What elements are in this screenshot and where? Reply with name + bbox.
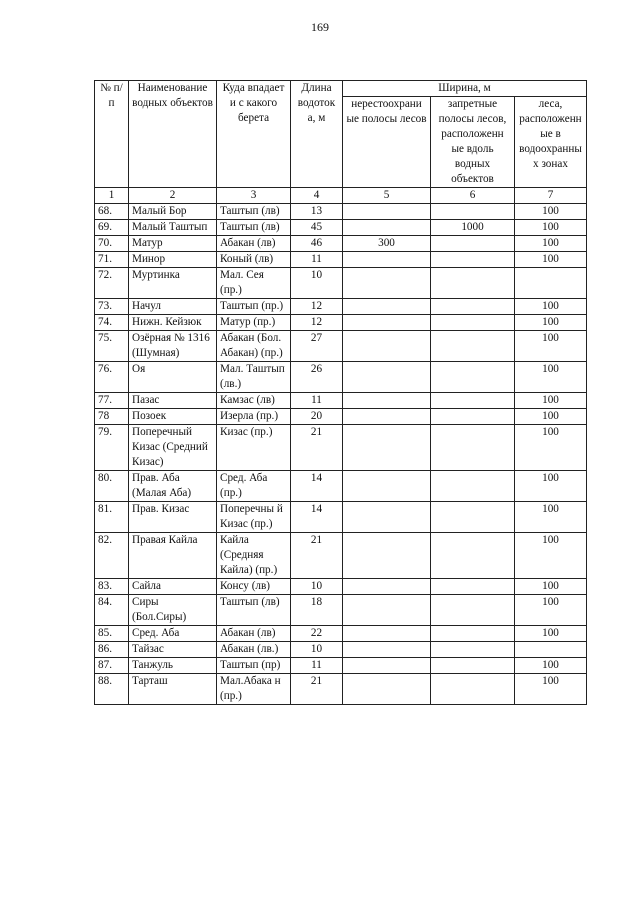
col-number: 1 <box>95 188 129 204</box>
header-width-forbidden: запретные полосы лесов, расположенн ые вдоль водных объектов <box>431 97 515 188</box>
length-value: 14 <box>291 502 343 533</box>
row-number: 68. <box>95 204 129 220</box>
width-water-protection-value: 100 <box>515 315 587 331</box>
width-forbidden-value <box>431 299 515 315</box>
length-value: 21 <box>291 674 343 705</box>
page-number: 169 <box>311 20 329 34</box>
row-number: 79. <box>95 425 129 471</box>
width-forbidden-value <box>431 425 515 471</box>
table-row <box>95 331 587 362</box>
water-body-name: Прав. Кизас <box>129 502 217 533</box>
flows-into: Матур (пр.) <box>217 315 291 331</box>
length-value: 12 <box>291 299 343 315</box>
row-number: 80. <box>95 471 129 502</box>
header-name: Наименование водных объектов <box>129 81 217 188</box>
width-spawning-value <box>343 204 431 220</box>
table-row <box>95 533 587 579</box>
width-forbidden-value <box>431 204 515 220</box>
width-spawning-value <box>343 252 431 268</box>
length-value: 21 <box>291 425 343 471</box>
water-body-name: Матур <box>129 236 217 252</box>
row-number: 82. <box>95 533 129 579</box>
width-spawning-value <box>343 579 431 595</box>
flows-into: Изерла (пр.) <box>217 409 291 425</box>
header-width-spawning: нерестоохрани ые полосы лесов <box>343 97 431 188</box>
width-spawning-value: 300 <box>343 236 431 252</box>
width-spawning-value <box>343 362 431 393</box>
length-value: 11 <box>291 393 343 409</box>
water-body-name: Малый Таштып <box>129 220 217 236</box>
water-body-name: Тайзас <box>129 642 217 658</box>
width-forbidden-value <box>431 502 515 533</box>
width-spawning-value <box>343 331 431 362</box>
flows-into: Таштып (лв) <box>217 220 291 236</box>
table-row <box>95 674 587 705</box>
table-row <box>95 204 587 220</box>
table-row <box>95 626 587 642</box>
row-number: 78 <box>95 409 129 425</box>
row-number: 72. <box>95 268 129 299</box>
row-number: 71. <box>95 252 129 268</box>
length-value: 12 <box>291 315 343 331</box>
width-water-protection-value: 100 <box>515 220 587 236</box>
width-spawning-value <box>343 595 431 626</box>
header-num: № п/п <box>95 81 129 188</box>
width-spawning-value <box>343 626 431 642</box>
row-number: 75. <box>95 331 129 362</box>
length-value: 18 <box>291 595 343 626</box>
width-forbidden-value <box>431 471 515 502</box>
width-spawning-value <box>343 425 431 471</box>
width-forbidden-value <box>431 268 515 299</box>
row-number: 76. <box>95 362 129 393</box>
water-body-name: Муртинка <box>129 268 217 299</box>
row-number: 70. <box>95 236 129 252</box>
row-number: 83. <box>95 579 129 595</box>
row-number: 74. <box>95 315 129 331</box>
table-row <box>95 236 587 252</box>
water-body-name: Позоек <box>129 409 217 425</box>
width-spawning-value <box>343 502 431 533</box>
table-row <box>95 642 587 658</box>
water-body-name: Поперечный Кизас (Средний Кизас) <box>129 425 217 471</box>
table-row <box>95 299 587 315</box>
water-body-name: Танжуль <box>129 658 217 674</box>
flows-into: Мал. Сея (пр.) <box>217 268 291 299</box>
flows-into: Кизас (пр.) <box>217 425 291 471</box>
table-row <box>95 471 587 502</box>
row-number: 73. <box>95 299 129 315</box>
table-row <box>95 393 587 409</box>
width-spawning-value <box>343 642 431 658</box>
width-forbidden-value <box>431 331 515 362</box>
width-forbidden-value <box>431 252 515 268</box>
width-water-protection-value: 100 <box>515 579 587 595</box>
length-value: 26 <box>291 362 343 393</box>
water-body-name: Нижн. Кейзюк <box>129 315 217 331</box>
length-value: 11 <box>291 252 343 268</box>
table-row <box>95 362 587 393</box>
width-water-protection-value: 100 <box>515 471 587 502</box>
width-water-protection-value: 100 <box>515 658 587 674</box>
water-body-name: Минор <box>129 252 217 268</box>
row-number: 85. <box>95 626 129 642</box>
row-number: 81. <box>95 502 129 533</box>
flows-into: Мал.Абака н (пр.) <box>217 674 291 705</box>
col-number: 7 <box>515 188 587 204</box>
col-number: 4 <box>291 188 343 204</box>
col-number: 5 <box>343 188 431 204</box>
col-number: 6 <box>431 188 515 204</box>
table-row <box>95 595 587 626</box>
width-water-protection-value <box>515 642 587 658</box>
width-water-protection-value: 100 <box>515 252 587 268</box>
length-value: 11 <box>291 658 343 674</box>
length-value: 20 <box>291 409 343 425</box>
table-row <box>95 658 587 674</box>
flows-into: Сред. Аба (пр.) <box>217 471 291 502</box>
water-body-name: Оя <box>129 362 217 393</box>
flows-into: Таштып (пр) <box>217 658 291 674</box>
water-body-name: Сиры (Бол.Сиры) <box>129 595 217 626</box>
width-spawning-value <box>343 299 431 315</box>
col-number: 3 <box>217 188 291 204</box>
flows-into: Мал. Таштып (лв.) <box>217 362 291 393</box>
width-forbidden-value <box>431 579 515 595</box>
row-number: 69. <box>95 220 129 236</box>
width-water-protection-value: 100 <box>515 425 587 471</box>
flows-into: Поперечны й Кизас (пр.) <box>217 502 291 533</box>
flows-into: Таштып (пр.) <box>217 299 291 315</box>
water-bodies-table <box>94 80 587 705</box>
row-number: 84. <box>95 595 129 626</box>
table-row <box>95 220 587 236</box>
table-body <box>95 204 587 705</box>
flows-into: Камзас (лв) <box>217 393 291 409</box>
length-value: 10 <box>291 579 343 595</box>
width-water-protection-value: 100 <box>515 409 587 425</box>
flows-into: Абакан (лв) <box>217 626 291 642</box>
width-forbidden-value <box>431 595 515 626</box>
water-body-name: Озёрная № 1316 (Шумная) <box>129 331 217 362</box>
length-value: 13 <box>291 204 343 220</box>
row-number: 77. <box>95 393 129 409</box>
header-width-water-protection: леса, расположенн ые в водоохранны х зонах <box>515 97 587 188</box>
water-body-name: Сред. Аба <box>129 626 217 642</box>
flows-into: Таштып (лв) <box>217 595 291 626</box>
row-number: 88. <box>95 674 129 705</box>
width-forbidden-value <box>431 533 515 579</box>
water-body-name: Малый Бор <box>129 204 217 220</box>
table-row <box>95 502 587 533</box>
width-spawning-value <box>343 658 431 674</box>
width-forbidden-value <box>431 393 515 409</box>
width-water-protection-value: 100 <box>515 299 587 315</box>
width-forbidden-value <box>431 362 515 393</box>
water-body-name: Тарташ <box>129 674 217 705</box>
width-water-protection-value <box>515 268 587 299</box>
water-body-name: Правая Кайла <box>129 533 217 579</box>
width-water-protection-value: 100 <box>515 393 587 409</box>
flows-into: Консу (лв) <box>217 579 291 595</box>
flows-into: Кайла (Средняя Кайла) (пр.) <box>217 533 291 579</box>
col-number: 2 <box>129 188 217 204</box>
width-spawning-value <box>343 674 431 705</box>
width-forbidden-value: 1000 <box>431 220 515 236</box>
flows-into: Коный (лв) <box>217 252 291 268</box>
length-value: 10 <box>291 268 343 299</box>
water-body-name: Сайла <box>129 579 217 595</box>
flows-into: Абакан (Бол. Абакан) (пр.) <box>217 331 291 362</box>
width-water-protection-value: 100 <box>515 236 587 252</box>
header-row-1 <box>95 81 587 97</box>
length-value: 22 <box>291 626 343 642</box>
table-row <box>95 409 587 425</box>
width-spawning-value <box>343 393 431 409</box>
length-value: 27 <box>291 331 343 362</box>
table-row <box>95 268 587 299</box>
width-spawning-value <box>343 533 431 579</box>
width-spawning-value <box>343 409 431 425</box>
width-water-protection-value: 100 <box>515 331 587 362</box>
width-water-protection-value: 100 <box>515 362 587 393</box>
length-value: 45 <box>291 220 343 236</box>
width-spawning-value <box>343 220 431 236</box>
width-water-protection-value: 100 <box>515 674 587 705</box>
width-water-protection-value: 100 <box>515 595 587 626</box>
width-water-protection-value: 100 <box>515 533 587 579</box>
length-value: 14 <box>291 471 343 502</box>
flows-into: Таштып (лв) <box>217 204 291 220</box>
width-forbidden-value <box>431 236 515 252</box>
width-water-protection-value: 100 <box>515 626 587 642</box>
width-spawning-value <box>343 268 431 299</box>
width-forbidden-value <box>431 674 515 705</box>
width-forbidden-value <box>431 658 515 674</box>
column-number-row <box>95 188 587 204</box>
water-body-name: Начул <box>129 299 217 315</box>
table-row <box>95 252 587 268</box>
flows-into: Абакан (лв.) <box>217 642 291 658</box>
length-value: 21 <box>291 533 343 579</box>
width-forbidden-value <box>431 642 515 658</box>
length-value: 46 <box>291 236 343 252</box>
row-number: 87. <box>95 658 129 674</box>
header-length: Длина водоток а, м <box>291 81 343 188</box>
flows-into: Абакан (лв) <box>217 236 291 252</box>
table-row <box>95 315 587 331</box>
width-spawning-value <box>343 471 431 502</box>
width-forbidden-value <box>431 626 515 642</box>
water-body-name: Прав. Аба (Малая Аба) <box>129 471 217 502</box>
table-row <box>95 579 587 595</box>
row-number: 86. <box>95 642 129 658</box>
width-spawning-value <box>343 315 431 331</box>
width-forbidden-value <box>431 315 515 331</box>
width-forbidden-value <box>431 409 515 425</box>
water-body-name: Пазас <box>129 393 217 409</box>
width-water-protection-value: 100 <box>515 502 587 533</box>
width-water-protection-value: 100 <box>515 204 587 220</box>
header-mouth: Куда впадает и с какого берета <box>217 81 291 188</box>
length-value: 10 <box>291 642 343 658</box>
header-width-group: Ширина, м <box>343 81 587 97</box>
table-row <box>95 425 587 471</box>
